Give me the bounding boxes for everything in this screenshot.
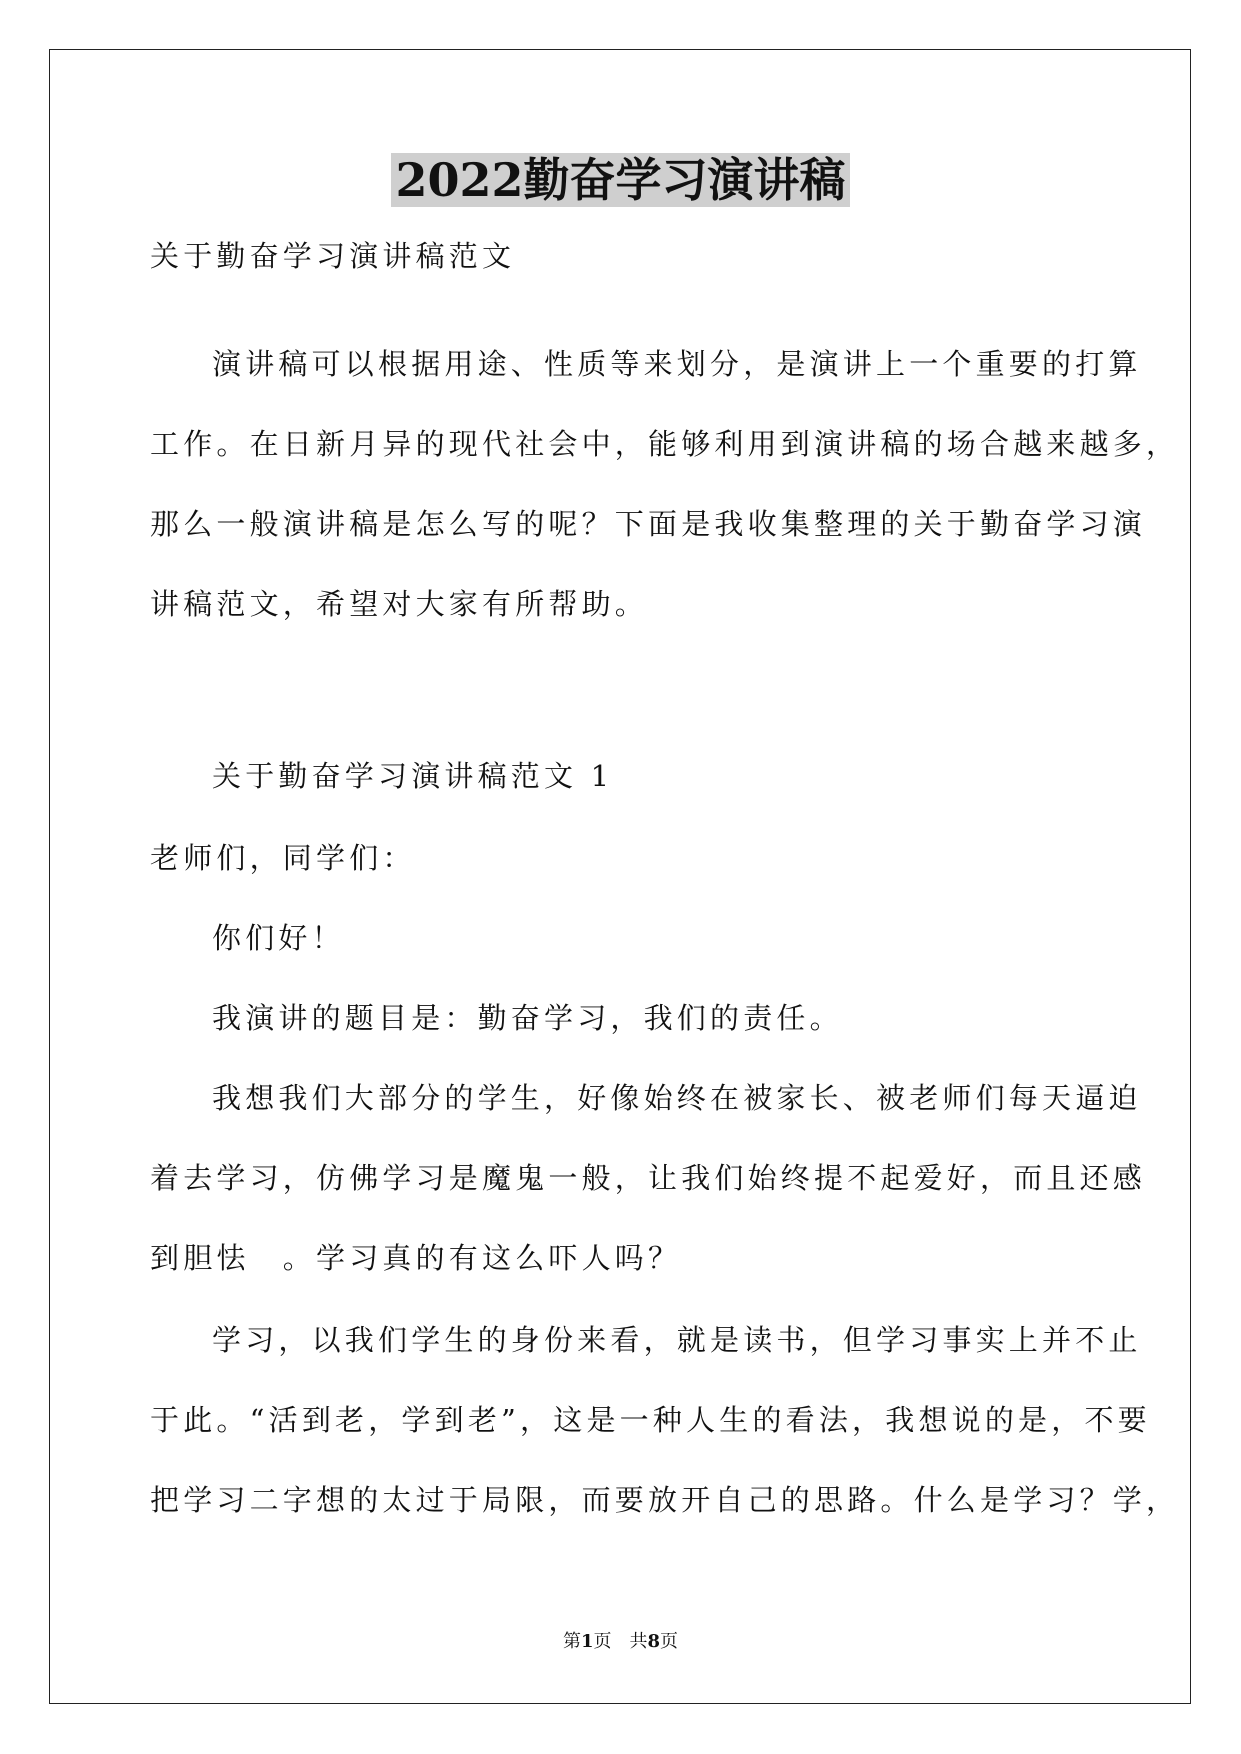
current-page-number: 1	[580, 1631, 594, 1652]
footer-suffix: 页	[660, 1631, 679, 1652]
text-line: 工作。在日新月异的现代社会中，能够利用到演讲稿的场合越来越多，	[150, 427, 1180, 461]
text-line: 演讲稿可以根据用途、性质等来划分，是演讲上一个重要的打算	[212, 347, 1142, 381]
text-line: 你们好！	[212, 921, 345, 955]
total-page-count: 8	[647, 1631, 661, 1652]
document-title-text: 2022勤奋学习演讲稿	[391, 153, 849, 207]
text-line: 我演讲的题目是：勤奋学习，我们的责任。	[212, 1001, 843, 1035]
text-line: 学习，以我们学生的身份来看，就是读书，但学习事实上并不止	[212, 1323, 1142, 1357]
footer-mid: 页 共	[593, 1631, 648, 1652]
text-line: 老师们，同学们：	[150, 841, 416, 875]
footer-prefix: 第	[562, 1631, 581, 1652]
text-line: 于此。“活到老，学到老”，这是一种人生的看法，我想说的是，不要	[150, 1403, 1151, 1437]
text-line: 到胆怯 。学习真的有这么吓人吗？	[150, 1241, 682, 1275]
text-line: 着去学习，仿佛学习是魔鬼一般，让我们始终提不起爱好，而且还感	[150, 1161, 1147, 1195]
page-border	[49, 49, 1191, 1704]
text-line: 讲稿范文，希望对大家有所帮助。	[150, 587, 649, 621]
document-title	[0, 152, 1241, 208]
page-footer	[0, 1630, 1241, 1654]
section-heading: 关于勤奋学习演讲稿范文 1	[212, 759, 614, 793]
text-line: 那么一般演讲稿是怎么写的呢？下面是我收集整理的关于勤奋学习演	[150, 507, 1147, 541]
text-line: 关于勤奋学习演讲稿范文	[150, 239, 516, 273]
text-line: 我想我们大部分的学生，好像始终在被家长、被老师们每天逼迫	[212, 1081, 1142, 1115]
text-line: 把学习二字想的太过于局限，而要放开自己的思路。什么是学习？学，	[150, 1483, 1180, 1517]
